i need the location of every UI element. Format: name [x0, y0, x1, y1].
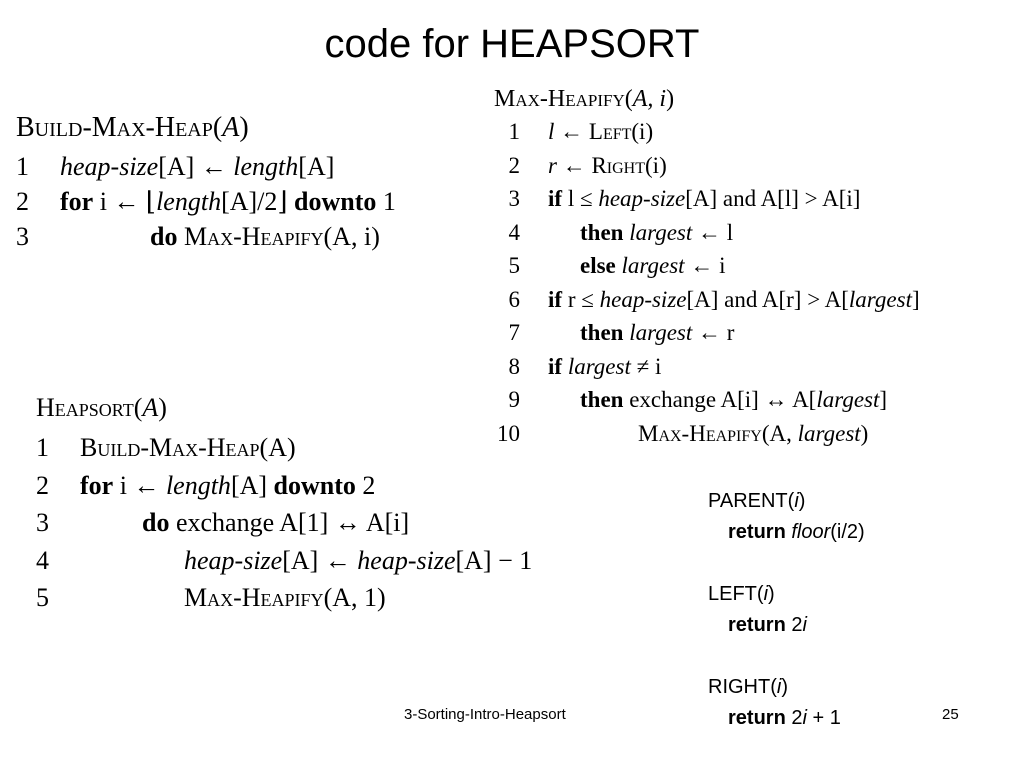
line-number: 2: [36, 470, 49, 500]
code-line: 9 then exchange A[i] ↔ A[largest]: [492, 387, 920, 421]
helper-functions: [708, 486, 865, 734]
code-line: 2 for i ← length[A] downto 2: [36, 470, 376, 500]
code-line: 3 do Max-Heapify(A, i): [16, 222, 380, 251]
code-line: 3 if l ≤ heap-size[A] and A[l] > A[i]: [492, 186, 920, 220]
build-max-heap-header: Build-Max-Heap(A): [16, 112, 249, 143]
line-number: 1: [36, 433, 49, 462]
code-line: 1 l ← Left(i): [492, 119, 920, 153]
page-number: 25: [942, 706, 959, 723]
code-line: 2 r ← Right(i): [492, 153, 920, 187]
code-line: 4 heap-size[A] ← heap-size[A] − 1: [36, 545, 533, 575]
heapsort-block: [36, 393, 532, 621]
line-number: 10: [497, 420, 520, 446]
build-max-heap-block: [16, 112, 396, 257]
right-return: return 2i + 1: [728, 707, 841, 729]
right-def: RIGHT(i): [708, 676, 789, 698]
code-line: 5 else largest ← i: [492, 253, 920, 287]
code-line: 3 do exchange A[1] ↔ A[i]: [36, 508, 410, 537]
line-number: 3: [508, 186, 520, 211]
line-number: 5: [36, 583, 49, 612]
left-return: return 2i: [728, 614, 807, 636]
line-number: 2: [508, 152, 520, 178]
code-line: 10 Max-Heapify(A, largest): [492, 421, 920, 455]
line-number: 3: [36, 508, 49, 537]
line-number: 1: [16, 152, 29, 181]
max-heapify-block: [492, 86, 920, 454]
line-number: 2: [16, 187, 29, 216]
left-def: LEFT(i): [708, 583, 775, 605]
line-number: 9: [508, 387, 520, 412]
code-line: 8 if largest ≠ i: [492, 354, 920, 388]
line-number: 4: [36, 545, 49, 575]
slide-title: code for HEAPSORT: [324, 22, 700, 66]
line-number: 8: [508, 353, 520, 379]
code-line: 2 for i ← ⌊length[A]/2⌋ downto 1: [16, 187, 396, 216]
code-line: 1 heap-size[A] ← length[A]: [16, 152, 335, 181]
code-line: 5 Max-Heapify(A, 1): [36, 583, 386, 612]
code-line: 6 if r ≤ heap-size[A] and A[r] > A[largest]: [492, 287, 920, 321]
code-line: 4 then largest ← l: [492, 220, 920, 254]
line-number: 7: [508, 320, 520, 345]
line-number: 4: [508, 219, 520, 245]
line-number: 6: [508, 286, 520, 312]
code-line: 7 then largest ← r: [492, 320, 920, 354]
line-number: 1: [508, 119, 520, 144]
parent-def: PARENT(i): [708, 490, 806, 512]
max-heapify-header: Max-Heapify(A, i): [494, 86, 675, 112]
line-number: 3: [16, 222, 29, 251]
code-line: 1 Build-Max-Heap(A): [36, 433, 296, 462]
footer-text: 3-Sorting-Intro-Heapsort: [404, 706, 566, 723]
heapsort-header: Heapsort(A): [36, 393, 167, 422]
line-number: 5: [508, 253, 520, 278]
parent-return: return floor(i/2): [728, 521, 865, 543]
